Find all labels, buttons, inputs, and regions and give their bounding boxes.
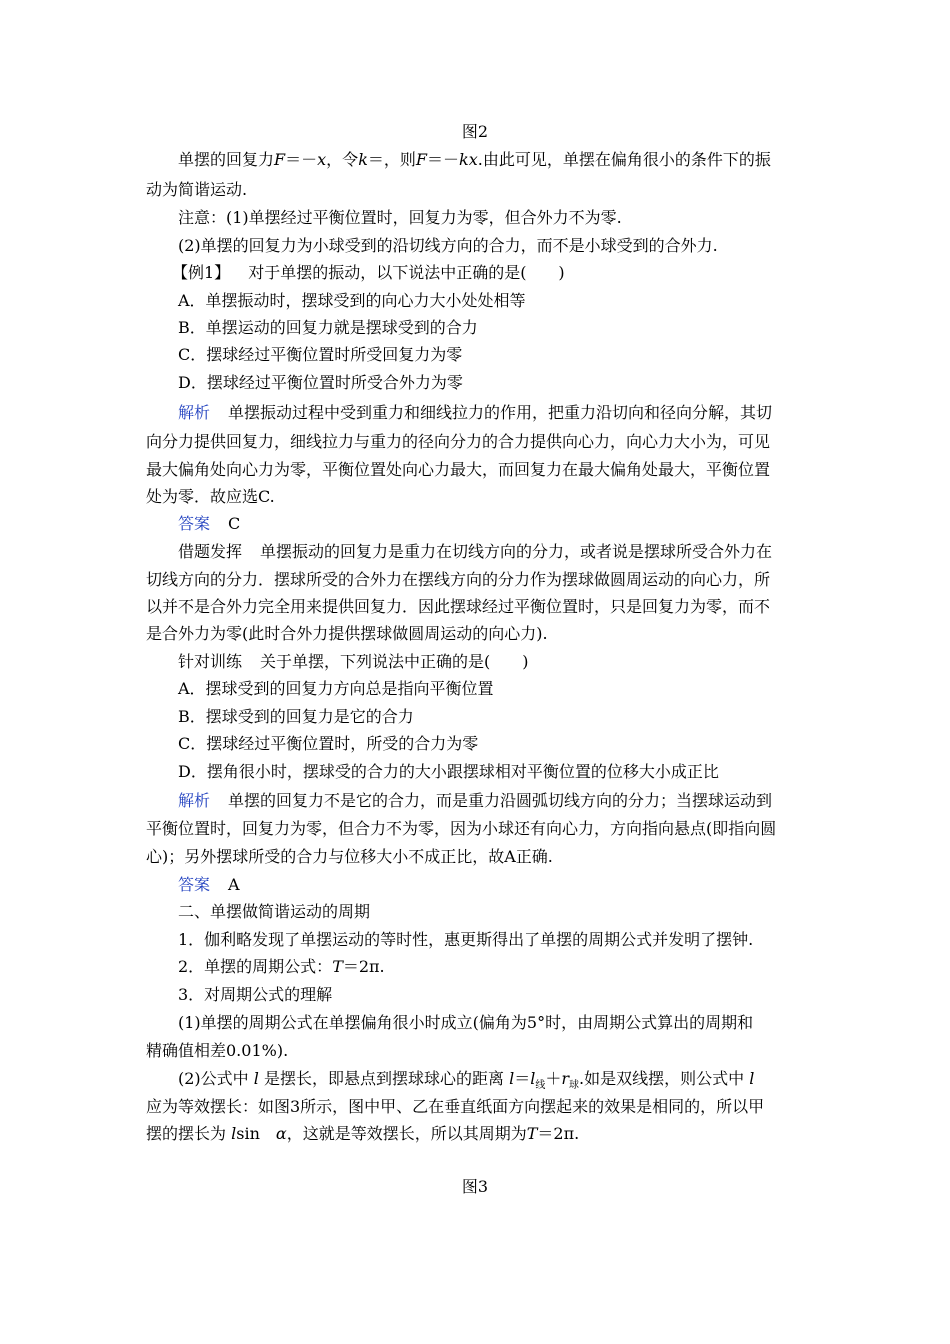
note-2: (2)单摆的回复力为小球受到的沿切线方向的合力，而不是小球受到的合外力.	[178, 236, 718, 255]
example-1-option-c: C．摆球经过平衡位置时所受回复力为零	[178, 345, 463, 364]
borrowed-insight-label: 借题发挥	[178, 542, 243, 561]
section-2-item-2: 2．单摆的周期公式：T＝2π.	[178, 957, 385, 976]
example-1-analysis-line-3: 最大偏角处向心力为零，平衡位置处向心力最大，而回复力在最大偏角处最大，平衡位置	[146, 460, 771, 479]
note-1: 注意：(1)单摆经过平衡位置时，回复力为零，但合外力不为零.	[178, 208, 622, 227]
analysis-label: 解析	[178, 403, 211, 422]
section-2-item-1: 1．伽利略发现了单摆运动的等时性，惠更斯得出了单摆的周期公式并发明了摆钟.	[178, 930, 754, 949]
example-1-analysis: 解析 单摆振动过程中受到重力和细线拉力的作用，把重力沿切向和径向分解，其切	[178, 403, 773, 422]
period-note-2: (2)公式中 l 是摆长，即悬点到摆球球心的距离 $l=l_线+r_球$.如是双线摆，则公式中 l	[178, 1069, 755, 1092]
answer-label: 答案	[178, 514, 211, 533]
section-2-title: 二、单摆做简谐运动的周期	[178, 902, 371, 921]
section-2-item-3: 3．对周期公式的理解	[178, 985, 333, 1004]
analysis-label: 解析	[178, 791, 211, 810]
period-note-1: (1)单摆的周期公式在单摆偏角很小时成立(偏角为5°时，由周期公式算出的周期和	[178, 1013, 754, 1032]
example-1-analysis-line-2: 向分力提供回复力，细线拉力与重力的径向分力的合力提供向心力，向心力大小为，可见	[146, 432, 771, 451]
period-note-2-line-3: 摆的摆长为 lsin α，这就是等效摆长，所以其周期为T＝2π.	[146, 1124, 580, 1143]
training-analysis-line-2: 平衡位置时，回复力为零，但合力不为零，因为小球还有向心力，方向指向悬点(即指向圆	[146, 819, 777, 838]
training-analysis: 解析 单摆的回复力不是它的合力，而是重力沿圆弧切线方向的分力；当摆球运动到	[178, 791, 773, 810]
training-option-a: A．摆球受到的回复力方向总是指向平衡位置	[178, 679, 494, 698]
borrowed-insight: 借题发挥 单摆振动的回复力是重力在切线方向的分力，或者说是摆球所受合外力在	[178, 542, 773, 561]
example-1-question: 【例1】 对于单摆的振动，以下说法中正确的是( )	[172, 263, 565, 282]
answer-label: 答案	[178, 875, 211, 894]
training-option-b: B．摆球受到的回复力是它的合力	[178, 707, 414, 726]
example-1-tag: 【例1】	[172, 263, 231, 282]
example-1-answer: 答案 C	[178, 514, 241, 533]
period-note-2-line-2: 应为等效摆长：如图3所示，图中甲、乙在垂直纸面方向摆起来的效果是相同的，所以甲	[146, 1097, 765, 1116]
training-option-c: C．摆球经过平衡位置时，所受的合力为零	[178, 734, 479, 753]
figure-3-caption: 图3	[461, 1177, 489, 1196]
restoring-force-paragraph: 单摆的回复力F＝－x，令k＝，则F＝－kx.由此可见，单摆在偏角很小的条件下的振	[178, 150, 771, 169]
restoring-force-paragraph-cont: 动为简谐运动.	[146, 180, 248, 199]
borrowed-insight-line-2: 切线方向的分力．摆球所受的合外力在摆线方向的分力作为摆球做圆周运动的向心力，所	[146, 570, 771, 589]
training-option-d: D．摆角很小时，摆球受的合力的大小跟摆球相对平衡位置的位移大小成正比	[178, 762, 719, 781]
period-note-1-cont: 精确值相差0.01%).	[146, 1041, 289, 1060]
example-1-option-d: D．摆球经过平衡位置时所受合外力为零	[178, 373, 463, 392]
training-label: 针对训练	[178, 652, 243, 671]
example-1-option-b: B．单摆运动的回复力就是摆球受到的合力	[178, 318, 478, 337]
borrowed-insight-line-3: 以并不是合外力完全用来提供回复力．因此摆球经过平衡位置时，只是回复力为零，而不	[146, 597, 771, 616]
example-1-analysis-line-4: 处为零．故应选C.	[146, 487, 275, 506]
training-answer: 答案 A	[178, 875, 240, 894]
example-1-option-a: A．单摆振动时，摆球受到的向心力大小处处相等	[178, 291, 526, 310]
borrowed-insight-line-4: 是合外力为零(此时合外力提供摆球做圆周运动的向心力).	[146, 624, 548, 643]
training-analysis-line-3: 心)；另外摆球所受的合力与位移大小不成正比，故A正确.	[146, 847, 553, 866]
training-question: 针对训练 关于单摆，下列说法中正确的是( )	[178, 652, 529, 671]
figure-2-caption: 图2	[461, 122, 489, 141]
